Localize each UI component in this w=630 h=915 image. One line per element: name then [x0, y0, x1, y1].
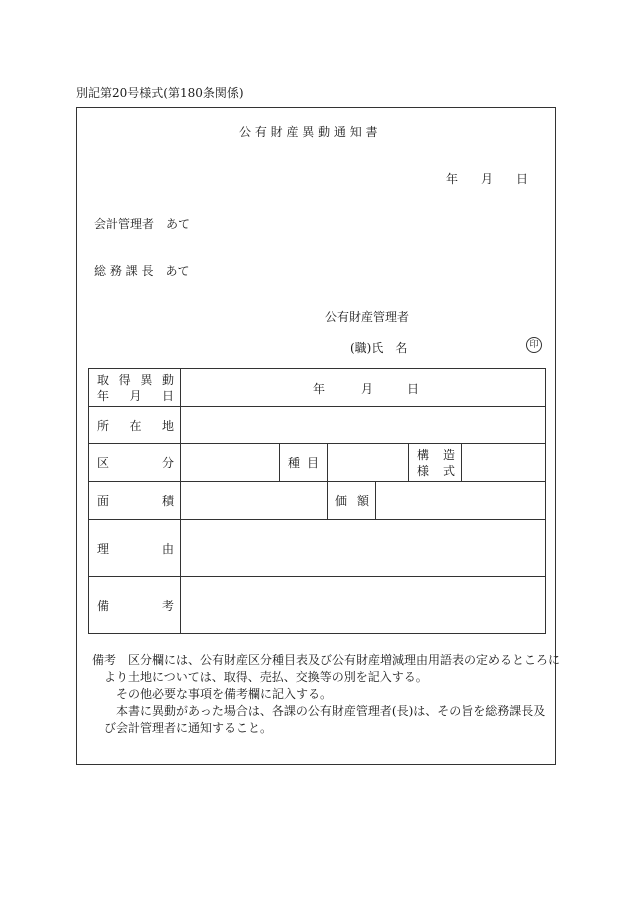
date-day: 日 — [516, 172, 529, 186]
remarks-value-cell[interactable] — [181, 577, 546, 634]
structure-label-char: 様 — [417, 463, 430, 478]
footnote-line: び会計管理者に通知すること。 — [104, 721, 273, 735]
category-label-char: 分 — [161, 456, 174, 470]
type-label-char: 種 — [288, 456, 301, 470]
reason-label-cell — [89, 520, 181, 577]
date-month: 月 — [481, 172, 494, 186]
category-label-cell — [89, 444, 181, 482]
price-label-char: 価 — [335, 494, 348, 508]
acquisition-label-char: 日 — [161, 388, 174, 403]
structure-label-char: 造 — [442, 447, 455, 462]
structure-label-cell — [409, 444, 462, 482]
price-label-char: 額 — [356, 494, 369, 508]
category-label-char: 区 — [97, 456, 110, 470]
price-label-cell — [328, 482, 376, 519]
acquisition-label-char: 異 — [140, 372, 153, 387]
acquisition-date-value-cell[interactable] — [181, 369, 546, 407]
form-title: 公 有 財 産 異 動 通 知 書 — [239, 125, 378, 139]
footnote-line: その他必要な事項を備考欄に記入する。 — [116, 687, 333, 701]
footnote-line — [92, 652, 560, 669]
acquisition-label-char: 取 — [97, 372, 110, 387]
reason-label-char: 由 — [161, 541, 174, 556]
acquisition-label-char: 得 — [118, 372, 131, 387]
acquisition-label-char: 月 — [129, 388, 142, 403]
footnote-head: 備考 — [92, 653, 117, 667]
row-date-day: 日 — [407, 382, 420, 396]
remarks-label-cell — [89, 577, 181, 634]
location-label-char: 地 — [161, 418, 174, 433]
type-value-cell[interactable] — [328, 444, 409, 482]
footnote-text: 区分欄には、公有財産区分種目表及び公有財産増減理由用語表の定めるところに — [128, 653, 561, 667]
row-date-month: 月 — [361, 382, 374, 396]
property-table — [88, 368, 546, 634]
remarks-label-char: 備 — [97, 598, 110, 613]
area-label-char: 積 — [161, 494, 174, 508]
form-number: 別記第20号様式(第180条関係) — [76, 86, 244, 100]
area-label-char: 面 — [97, 494, 110, 508]
reason-label-char: 理 — [97, 541, 110, 556]
acquisition-label-char: 動 — [161, 372, 174, 387]
type-label-char: 目 — [306, 456, 319, 470]
structure-label-char: 構 — [417, 447, 430, 462]
location-label-cell — [89, 407, 181, 444]
footnote-line: より土地については、取得、売払、交換等の別を記入する。 — [104, 670, 428, 684]
reason-value-cell[interactable] — [181, 520, 546, 577]
price-value-cell[interactable] — [376, 482, 545, 519]
footnotes — [92, 652, 560, 737]
price-area-cell — [328, 482, 546, 520]
type-label-cell — [280, 444, 328, 482]
row-date-year: 年 — [313, 382, 326, 396]
structure-label-char: 式 — [442, 463, 455, 478]
recipient-general-affairs-chief: 総 務 課 長 あて — [94, 264, 190, 278]
date-year: 年 — [446, 172, 459, 186]
area-label-cell — [89, 482, 181, 520]
category-value-cell[interactable] — [181, 444, 280, 482]
area-value-cell[interactable] — [181, 482, 328, 520]
location-value-cell[interactable] — [181, 407, 546, 444]
footnote-line: 本書に異動があった場合は、各課の公有財産管理者(長)は、その旨を総務課長及 — [116, 704, 546, 718]
recipient-accounting-manager: 会計管理者 あて — [94, 217, 191, 231]
remarks-label-char: 考 — [161, 598, 174, 613]
location-label-char: 所 — [97, 418, 110, 433]
location-label-char: 在 — [129, 418, 142, 433]
sender-name: (職)氏 名 — [350, 341, 408, 355]
sender-title: 公有財産管理者 — [325, 310, 410, 324]
acquisition-label-char: 年 — [97, 388, 110, 403]
structure-value-cell[interactable] — [462, 444, 546, 482]
seal-icon: 印 — [526, 337, 542, 353]
acquisition-date-label-cell — [89, 369, 181, 407]
